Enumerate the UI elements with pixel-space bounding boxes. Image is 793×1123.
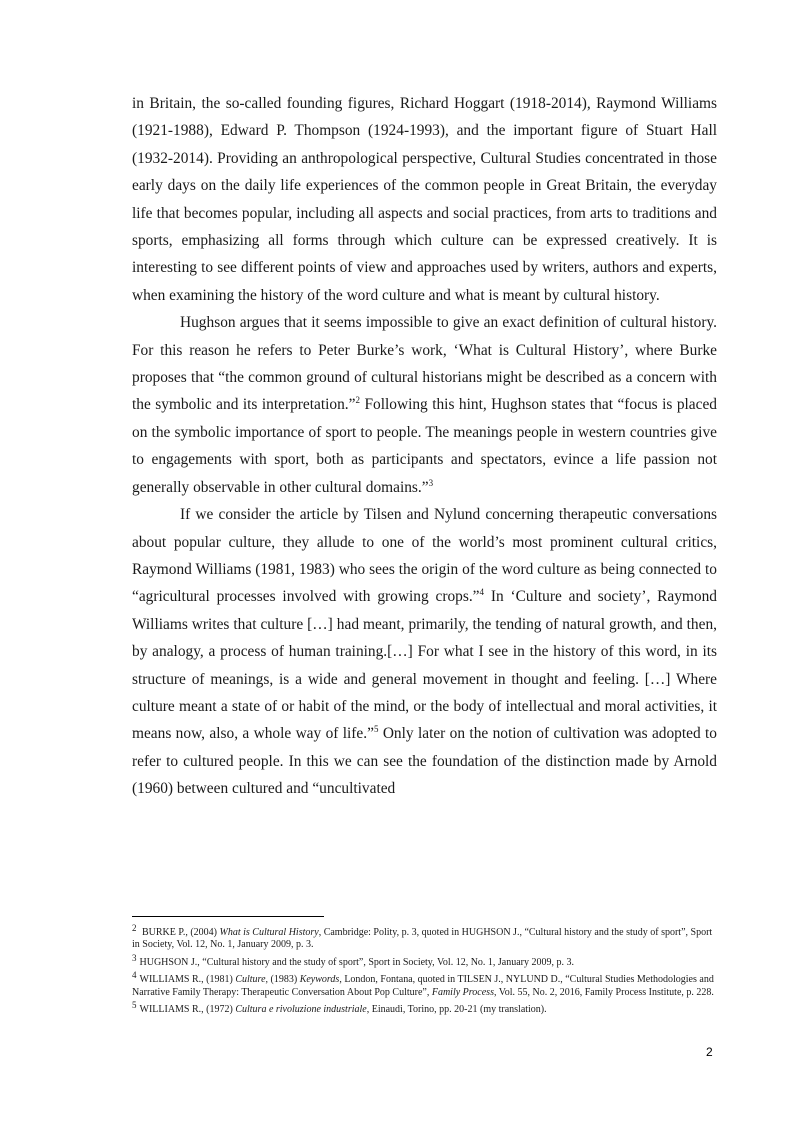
footnote-ref-2: 2	[355, 395, 360, 406]
footnote-text: , Cambridge: Polity, p. 3, quoted in HUGHSON J., “Cultural history and the study of sport”, Sport in Society, Vol. 12, No. 1, January 2009, p. 3.	[132, 927, 713, 951]
footnote-ref-4: 4	[479, 587, 485, 598]
footnote-text: WILLIAMS R., (1981)	[139, 974, 236, 986]
paragraph-3-text-c: Only later on the notion of cultivation was adopted to refer to cultured people. In this we can see the foundation of the distinction made by Arnold (1960) between cultured and “uncultivated	[132, 725, 717, 798]
footnote-ref-3: 3	[428, 477, 434, 488]
paragraph-2-text-a: Hughson argues that it seems impossible to give an exact definition of cultural history. For this reason he refers to Peter Burke’s work, ‘What is Cultural History’, where Burke proposes that “the common ground of cultural historians might be described as a concern with the symbolic and its interpretation.”	[132, 314, 717, 414]
footnote-title: Family Process	[431, 986, 494, 998]
paragraph-1: in Britain, the so-called founding figures, Richard Hoggart (1918-2014), Raymond Williams (1921-1988), Edward P. Thompson (1924-1993), and the important figure of Stuart Hall (1932-2014). Providing an anthropological perspective, Cultural Studies concentrated in those early days on the daily life experiences of the common people in Great Britain, the everyday life that becomes popular, including all aspects and social practices, from arts to traditions and sports, emphasizing all forms through which culture can be expressed creatively. It is interesting to see different points of view and approaches used by writers, authors and experts, when examining the history of the word culture and what is meant by cultural history.	[132, 95, 717, 304]
footnote-title: Keywords	[299, 974, 340, 986]
body-text	[132, 90, 717, 803]
footnote-title: What is Cultural History	[219, 927, 319, 938]
footnote-title: Cultura e rivoluzione industriale	[235, 1004, 367, 1016]
footnote-text: BURKE P., (2004)	[139, 927, 220, 938]
footnote-number: 2	[132, 923, 137, 933]
footnote-text: HUGHSON J., “Cultural history and the study of sport”, Sport in Society, Vol. 12, No. 1, January 2009, p. 3.	[139, 956, 575, 968]
footnote-text: (1983)	[268, 974, 300, 986]
footnote-text: , Vol. 55, No. 2, 2016, Family Process Institute, p. 228.	[493, 986, 714, 998]
footnote-text: , Einaudi, Torino, pp. 20-21 (my translation).	[366, 1004, 547, 1016]
footnote-3	[132, 952, 717, 969]
footnotes	[132, 922, 717, 1016]
paragraph-3	[132, 501, 717, 802]
footnote-2	[132, 922, 717, 952]
footnote-title: Culture,	[235, 974, 269, 986]
footnote-number: 4	[132, 970, 137, 981]
footnote-5	[132, 999, 717, 1016]
paragraph-3-text-a: If we consider the article by Tilsen and Nylund concerning therapeutic conversations about popular culture, they allude to one of the world’s most prominent cultural critics, Raymond Williams (1981, 1983) who sees the origin of the word culture as being connected to “agricultural processes involved with growing crops.”	[132, 506, 717, 606]
paragraph-2	[132, 309, 717, 501]
footnote-text: , London, Fontana, quoted in TILSEN J., NYLUND D., “Cultural Studies Methodologies and Narrative Family Therapy: Therapeutic Conversation About Pop Culture”,	[132, 974, 714, 998]
footnote-4	[132, 969, 717, 999]
footnote-separator	[132, 916, 324, 917]
footnote-number: 5	[132, 1000, 137, 1011]
paragraph-2-text-b: Following this hint, Hughson states that “focus is placed on the symbolic importance of sport to people. The meanings people in western countries give to engagements with sport, both as participants and spectators, evince a life passion not generally observable in other cultural domains.”	[132, 396, 717, 496]
footnote-ref-5: 5	[373, 724, 379, 735]
page-number: 2	[706, 1045, 713, 1059]
paragraph-3-text-b: In ‘Culture and society’, Raymond Williams writes that culture […] had meant, primarily, the tending of natural growth, and then, by analogy, a process of human training.[…] For what I see in the history of this word, in its structure of meanings, is a wide and general movement in thought and feeling. […] Where culture meant a state of or habit of the mind, or the body of intellectual and moral activities, it means now, also, a whole way of life.”	[132, 588, 717, 743]
footnote-number: 3	[132, 952, 137, 963]
footnote-text: WILLIAMS R., (1972)	[139, 1004, 236, 1016]
